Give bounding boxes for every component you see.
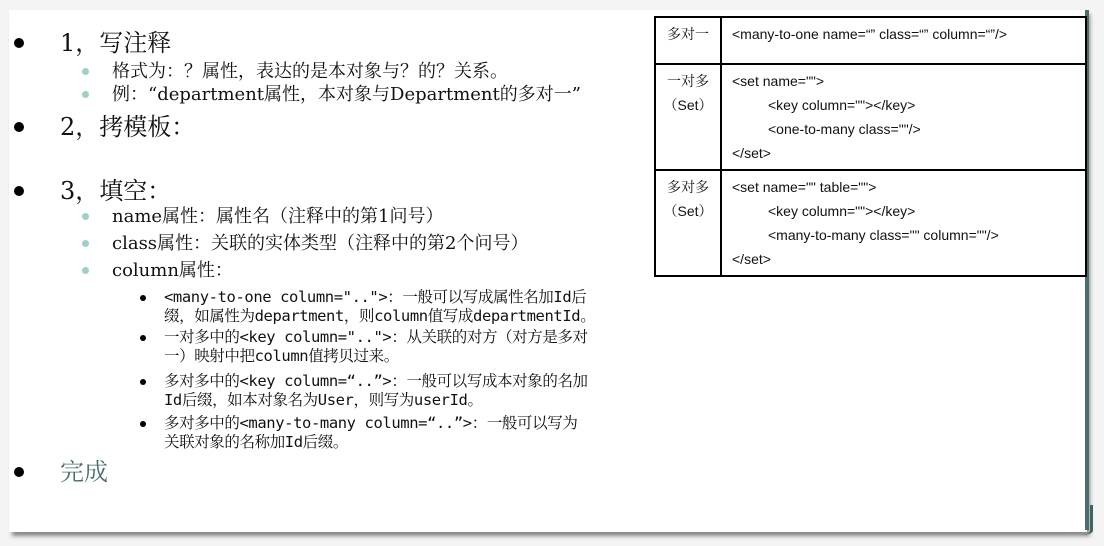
sub-bullet-icon [82, 91, 89, 98]
sub-bullet-icon [82, 267, 89, 274]
step-3-label: 3，填空： [60, 177, 172, 205]
step-1-label: 1，写注释 [60, 29, 172, 57]
step-2-label: 2，拷模板： [60, 113, 196, 141]
relation-type: 多对多 （Set） [655, 170, 721, 276]
step-4-label: 完成 [60, 458, 108, 486]
mapping-table [654, 16, 1087, 277]
bullet-icon [140, 295, 146, 301]
relation-type: 一对多 （Set） [655, 64, 721, 170]
sub-bullet-icon [82, 213, 89, 220]
bullet-icon [140, 421, 146, 427]
bullet-icon [140, 379, 146, 385]
bullet-icon [14, 467, 24, 477]
table-row [655, 17, 1086, 64]
relation-type: 多对一 [655, 17, 721, 64]
bullet-icon [14, 38, 24, 48]
table-row [655, 64, 1086, 170]
bullet-icon [140, 335, 146, 341]
page-curl-decoration [1080, 505, 1093, 535]
table-row [655, 170, 1086, 276]
mapping-code: <set name=""> <key column=""></key> <one-to-many class=""/> </set> [721, 64, 1086, 170]
bullet-icon [14, 122, 24, 132]
sub-bullet-icon [82, 240, 89, 247]
mapping-code: <many-to-one name=“” class=“” column=“”/> [721, 17, 1086, 64]
sub-bullet-icon [82, 68, 89, 75]
bullet-icon [14, 186, 24, 196]
mapping-code: <set name="" table=""> <key column=""></key> <many-to-many class="" column=""/> </set> [721, 170, 1086, 276]
